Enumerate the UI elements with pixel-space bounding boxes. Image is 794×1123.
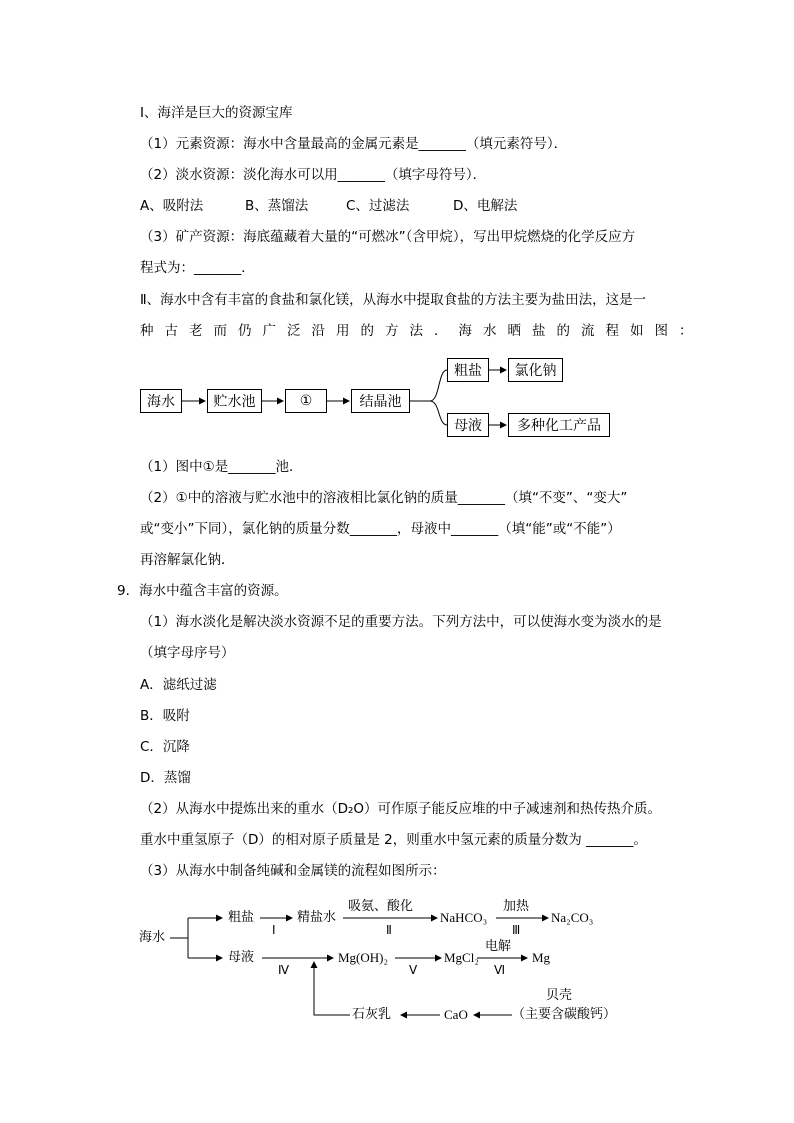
section2-q2-line3: 再溶解氯化钠． <box>140 552 235 568</box>
flow-box-seawater: 海水 <box>140 389 182 413</box>
question9-q1-line2: （填字母序号） <box>140 645 235 661</box>
mg-flow-mgcl2: MgCl₂ <box>444 950 479 965</box>
section1-q2: （2）淡水资源：淡化海水可以用_______（填字母符号）． <box>140 167 487 183</box>
question9-q2-line2: 重水中重氢原子（D）的相对原子质量是 2，则重水中氢元素的质量分数为 _______。 <box>140 832 647 848</box>
option-b: B、蒸馏法 <box>245 198 309 214</box>
q9-option-b: B．吸附 <box>140 708 190 724</box>
question9-q2-line1: （2）从海水中提炼出来的重水（D₂O）可作原子能反应堆的中子减速剂和热传热介质。 <box>140 801 662 817</box>
section1-q3-line2: 程式为：_______． <box>140 260 255 276</box>
mg-flow-step2: Ⅱ <box>386 923 392 937</box>
mg-flow-nahco3: NaHCO₃ <box>440 910 488 925</box>
mg-flow-mg: Mg <box>532 950 551 965</box>
section2-intro-line1: Ⅱ、海水中含有丰富的食盐和氯化镁，从海水中提取食盐的方法主要为盐田法，这是一 <box>140 292 647 308</box>
q9-option-d: D．蒸馏 <box>140 770 191 786</box>
question9-q1-line1: （1）海水淡化是解决淡水资源不足的重要方法。下列方法中，可以使海水变为淡水的是 <box>140 614 662 630</box>
mg-flow-na2co3: Na₂CO₃ <box>551 910 594 925</box>
q9-option-a: A．滤纸过滤 <box>140 677 217 693</box>
section1-q3-line1: （3）矿产资源：海底蕴藏着大量的“可燃冰”（含甲烷），写出甲烷燃烧的化学反应方 <box>140 229 636 245</box>
section1-q1: （1）元素资源：海水中含量最高的金属元素是_______（填元素符号）． <box>140 136 568 152</box>
option-d: D、电解法 <box>453 198 518 214</box>
flow-box-chemical-products: 多种化工产品 <box>508 413 610 437</box>
mg-flow-brine: 精盐水 <box>297 910 337 925</box>
flow-box-unknown-pool: ① <box>285 389 327 413</box>
question9-q3: （3）从海水中制备纯碱和金属镁的流程如图所示： <box>140 863 446 879</box>
section2-q2-line1: （2）①中的溶液与贮水池中的溶液相比氯化钠的质量_______（填“不变”、“变大” <box>140 490 628 506</box>
question9-heading: 9．海水中蕴含丰富的资源。 <box>117 583 288 599</box>
mg-flow-crude-salt: 粗盐 <box>228 910 255 925</box>
section2-q1: （1）图中①是_______池． <box>140 459 303 475</box>
mg-flow-heat: 加热 <box>503 899 530 914</box>
mg-flow-shell: 贝壳 <box>546 988 573 1003</box>
flow-box-storage-pool: 贮水池 <box>207 389 262 413</box>
q9-option-c: C．沉降 <box>140 739 190 755</box>
flow-box-crystallization-pool: 结晶池 <box>351 389 410 413</box>
section2-intro-line2: 种古老而仍广泛沿用的方法．海水晒盐的流程如图： <box>140 323 704 339</box>
mg-flow-mgoh2: Mg(OH)₂ <box>338 950 389 965</box>
mg-flow-step6: Ⅵ <box>494 963 506 977</box>
mg-flow-step5: Ⅴ <box>409 963 418 977</box>
option-a: A、吸附法 <box>140 198 204 214</box>
flow-box-crude-salt: 粗盐 <box>447 358 489 382</box>
section2-q2-line2: 或“变小”下同），氯化钠的质量分数_______，母液中_______（填“能”或“不能”） <box>140 521 621 537</box>
mg-flow-electrolysis: 电解 <box>485 939 512 954</box>
mg-flow-shell-note: （主要含碳酸钙） <box>512 1007 617 1022</box>
mg-flow-seawater: 海水 <box>139 930 166 945</box>
mg-flow-mother-liquor: 母液 <box>228 950 255 965</box>
mg-flow-absorb: 吸氨、酸化 <box>348 899 414 914</box>
flow-box-mother-liquor: 母液 <box>447 413 489 437</box>
flow-box-sodium-chloride: 氯化钠 <box>508 358 563 382</box>
mg-flow-step4: Ⅳ <box>278 963 290 977</box>
option-c: C、过滤法 <box>346 198 410 214</box>
mg-flow-limewater: 石灰乳 <box>352 1007 392 1022</box>
mg-flow-step1: Ⅰ <box>272 923 276 937</box>
mg-flow-cao: CaO <box>444 1007 468 1022</box>
section1-heading: Ⅰ、海洋是巨大的资源宝库 <box>140 105 293 121</box>
mg-flow-step3: Ⅲ <box>512 923 521 937</box>
